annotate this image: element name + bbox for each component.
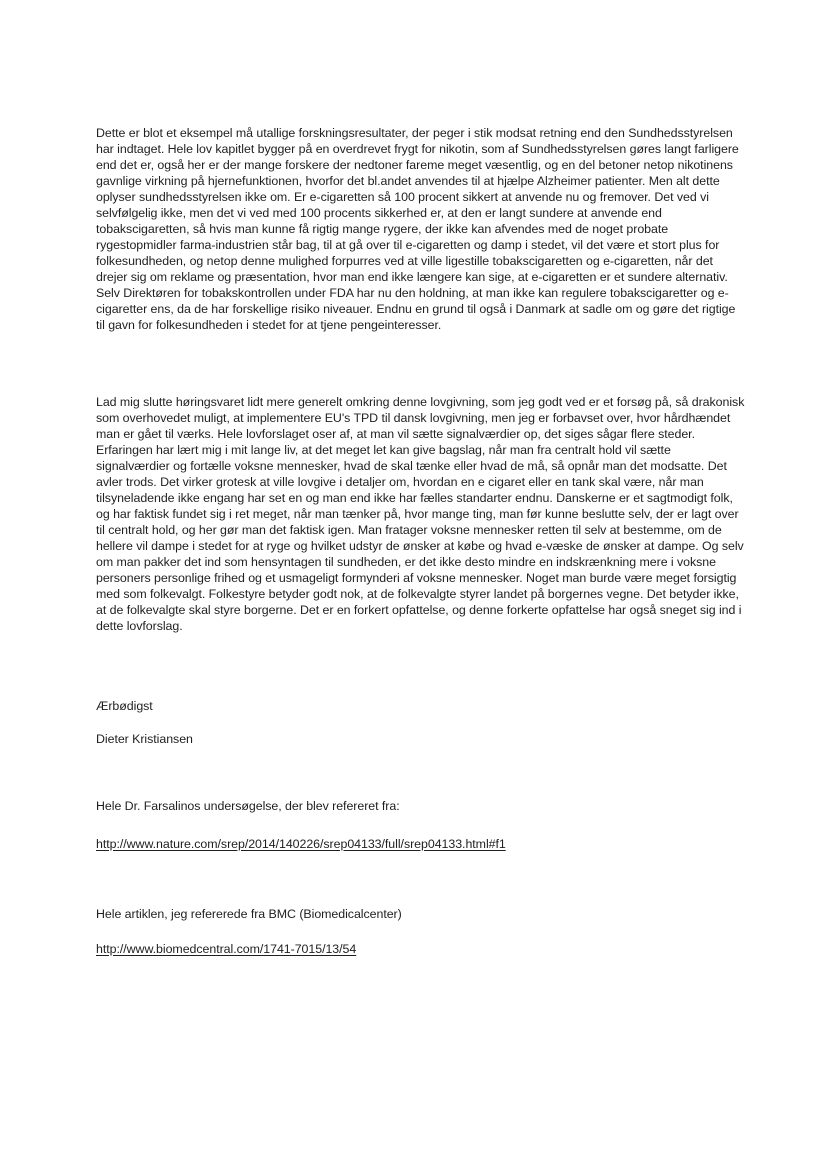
closing-salutation: Ærbødigst xyxy=(96,699,153,713)
reference-2-link[interactable]: http://www.biomedcentral.com/1741-7015/13/54 xyxy=(96,942,357,956)
body-paragraph-1: Dette er blot et eksempel må utallige forskningsresultater, der peger i stik modsat retning end den Sundhedsstyrelsen har indtaget. Hele lov kapitlet bygger på en overdrevet frygt for nikotin, som af Sundhedsstyrelsen gøres langt farligere end det er, også her er der mange forskere der nedtoner fareme meget væsentlig, og en del betoner netop nikotinens gavnlige virkning på hjernefunktionen, hvorfor det bl.andet anvendes til at hjælpe Alzheimer patienter. Men alt dette oplyser sundhedsstyrelsen ikke om. Er e-cigaretten så 100 procent sikkert at anvende nu og fremover. Det ved vi selvfølgelig ikke, men det vi ved med 100 procents sikkerhed er, at den er langt sundere at anvende end tobakscigaretten, så hvis man kunne få rigtig mange rygere, der ikke kan afvendes med de noget probate rygestopmidler farma-industrien står bag, til at gå over til e-cigaretten og damp i stedet, vil det være et stort plus for folkesundheden, og netop denne mulighed forpurres ved at ville ligestille tobakscigaretten og e-cigaretten, når det drejer sig om reklame og præsentation, hvor man end ikke længere kan sige, at e-cigaretten er et sundere alternativ. Selv Direktøren for tobakskontrollen under FDA har nu den holdning, at man ikke kan regulere tobakscigaretter og e-cigaretter ens, da de har forskellige risiko niveauer. Endnu en grund til også i Danmark at sadle om og gøre det rigtige til gavn for folkesundheden i stedet for at tjene pengeinteresser. xyxy=(96,126,739,332)
reference-2-text: Hele artiklen, jeg refererede fra BMC (Biomedicalcenter) xyxy=(96,907,402,921)
reference-1-link-line xyxy=(96,836,746,852)
reference-1-link[interactable]: http://www.nature.com/srep/2014/140226/srep04133/full/srep04133.html#f1 xyxy=(96,837,506,851)
body-paragraph-2: Lad mig slutte høringsvaret lidt mere generelt omkring denne lovgivning, som jeg godt ved er et forsøg på, så drakonisk som overhovedet muligt, at implementere EU's TPD til dansk lovgivning, men jeg er forbavset over, hvor hårdhændet man er gået til værks. Hele lovforslaget oser af, at man vil sætte signalværdier op, det siges sågar flere steder. Erfaringen har lært mig i mit lange liv, at det meget let kan give bagslag, når man fra centralt hold vil sætte signalværdier og fortælle voksne mennesker, hvad de skal tænke eller hvad de må, så opnår man det modsatte. Det avler trods. Det virker grotesk at ville lovgive i detaljer om, hvordan en e cigaret eller en tank skal være, når man tilsyneladende ikke engang har set en og man end ikke har fælles standarter endnu. Danskerne er et sagtmodigt folk, og har faktisk fundet sig i ret meget, når man tænker på, hvor mange ting, man før kunne beslutte selv, der er lagt over til centralt hold, og her gør man det faktisk igen. Man fratager voksne mennesker retten til selv at bestemme, om de hellere vil dampe i stedet for at ryge og hvilket udstyr de ønsker at købe og hvad e-væske de ønsker at dampe. Og selv om man pakker det ind som hensyntagen til sundheden, er det ikke desto mindre en indskrænkning mere i voksne personers personlige frihed og et usmageligt formynderi af voksne mennesker. Noget man burde være meget forsigtig med som folkevalgt. Folkestyre betyder godt nok, at de folkevalgte styrer landet på borgernes vegne. Det betyder ikke, at de folkevalgte skal styre borgerne. Det er en forkert opfattelse, og denne forkerte opfattelse har også sneget sig ind i dette lovforslag. xyxy=(96,395,745,633)
reference-1-text: Hele Dr. Farsalinos undersøgelse, der blev refereret fra: xyxy=(96,799,400,813)
reference-2-link-line xyxy=(96,941,746,957)
signature-name: Dieter Kristiansen xyxy=(96,732,193,746)
